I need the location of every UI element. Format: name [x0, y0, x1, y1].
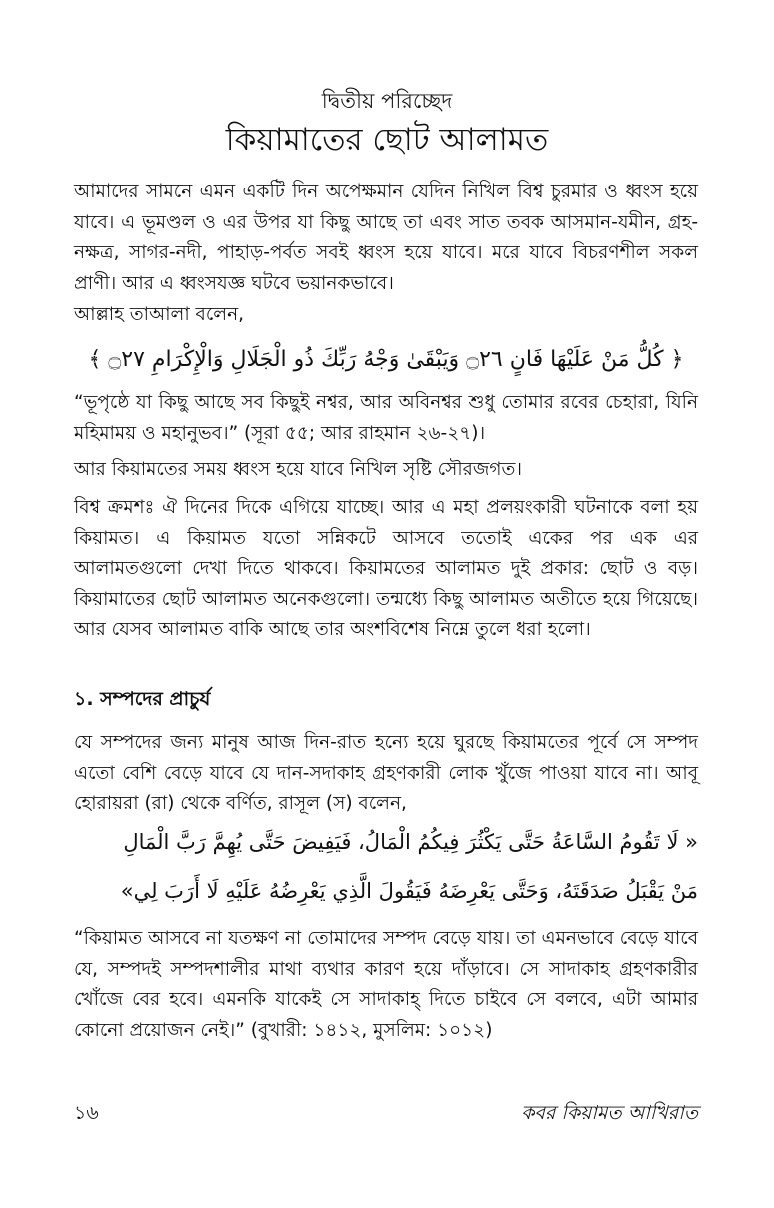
- section-heading: ১. সম্পদের প্রাচুর্য: [74, 688, 211, 710]
- hadith-arabic-line-2: مَنْ يَقْبَلُ صَدَقَتَهُ، وَحَتَّى يَعْرِضَهُ فَيَقُولَ الَّذِي يَعْرِضُهُ عَلَيْهِ لَا أَرَبَ لِي»: [120, 879, 698, 903]
- destruction-paragraph: আর কিয়ামতের সময় ধ্বংস হয়ে যাবে নিখিল সৃষ্টি সৌরজগত।: [74, 459, 523, 480]
- hadith-translation: “কিয়ামত আসবে না যতক্ষণ না তোমাদের সম্পদ বেড়ে যায়। তা এমনভাবে বেড়ে যাবে যে, সম্পদই সম্পদশালীর মাথা ব্যথার কারণ হয়ে দাঁড়াবে। সে সাদাকাহ গ্রহণকারীর খোঁজে বের হবে। এমনকি যাকেই সে সাদাকাহ্‌ দিতে চাইবে সে বলবে, এটা আমার কোনো প্রয়োজন নেই।” (বুখারী: ১৪১২, মুসলিম: ১০১২): [74, 928, 698, 1041]
- verse-translation: “ভূপৃষ্ঠে যা কিছু আছে সব কিছুই নশ্বর, আর অবিনশ্বর শুধু তোমার রবের চেহারা, যিনি মহিমাময় ও মহানুভব।” (সূরা ৫৫; আর রাহমান ২৬-২৭)।: [74, 392, 698, 444]
- chapter-label: দ্বিতীয় পরিচ্ছেদ: [321, 89, 453, 113]
- intro-paragraph: আমাদের সামনে এমন একটি দিন অপেক্ষমান যেদিন নিখিল বিশ্ব চুরমার ও ধ্বংস হয়ে যাবে। এ ভূমণ্ডল ও এর উপর যা কিছু আছে তা এবং সাত তবক আসমান-যমীন, গ্রহ-নক্ষত্র, সাগর-নদী, পাহাড়-পর্বত সবই ধ্বংস হয়ে যাবে। মরে যাবে বিচরণশীল সকল প্রাণী। আর এ ধ্বংসযজ্ঞ ঘটবে ভয়ানকভাবে।: [74, 181, 698, 294]
- page-number: ১৬: [74, 1102, 99, 1124]
- chapter-title: কিয়ামাতের ছোট আলামত: [225, 122, 549, 158]
- allah-says-line: আল্লাহ তাআলা বলেন,: [74, 304, 244, 325]
- quran-verse-arabic: ﴿ كُلُّ مَنْ عَلَيْهَا فَانٍ ۝٢٦ وَيَبْقَىٰ وَجْهُ رَبِّكَ ذُو الْجَلَالِ وَالْإِكْرَامِ ۝٢٧ ﴾: [88, 347, 684, 372]
- wealth-paragraph: যে সম্পদের জন্য মানুষ আজ দিন-রাত হন্যে হয়ে ঘুরছে কিয়ামতের পূর্বে সে সম্পদ এতো বেশি বেড়ে যাবে যে দান-সদাকাহ গ্রহণকারী লোক খুঁজে পাওয়া যাবে না। আবূ হোরায়রা (রা) থেকে বর্ণিত, রাসূল (স) বলেন,: [74, 732, 698, 815]
- hadith-arabic-line-1: « لَا تَقُومُ السَّاعَةُ حَتَّى يَكْثُرَ فِيكُمُ الْمَالُ، فَيَفِيضَ حَتَّى يُهِمَّ رَبَّ الْمَالِ: [123, 830, 698, 854]
- approach-paragraph: বিশ্ব ক্রমশঃ ঐ দিনের দিকে এগিয়ে যাচ্ছে। আর এ মহা প্রলয়ংকারী ঘটনাকে বলা হয় কিয়ামত। এ কিয়ামত যতো সন্নিকটে আসবে ততোই একের পর এক এর আলামতগুলো দেখা দিতে থাকবে। কিয়ামতের আলামত দুই প্রকার: ছোট ও বড়। কিয়ামাতের ছোট আলামত অনেকগুলো। তন্মধ্যে কিছু আলামত অতীতে হয়ে গিয়েছে। আর যেসব আলামত বাকি আছে তার অংশবিশেষ নিম্নে তুলে ধরা হলো।: [74, 497, 698, 641]
- running-title: কবর কিয়ামত আখিরাত: [521, 1102, 698, 1124]
